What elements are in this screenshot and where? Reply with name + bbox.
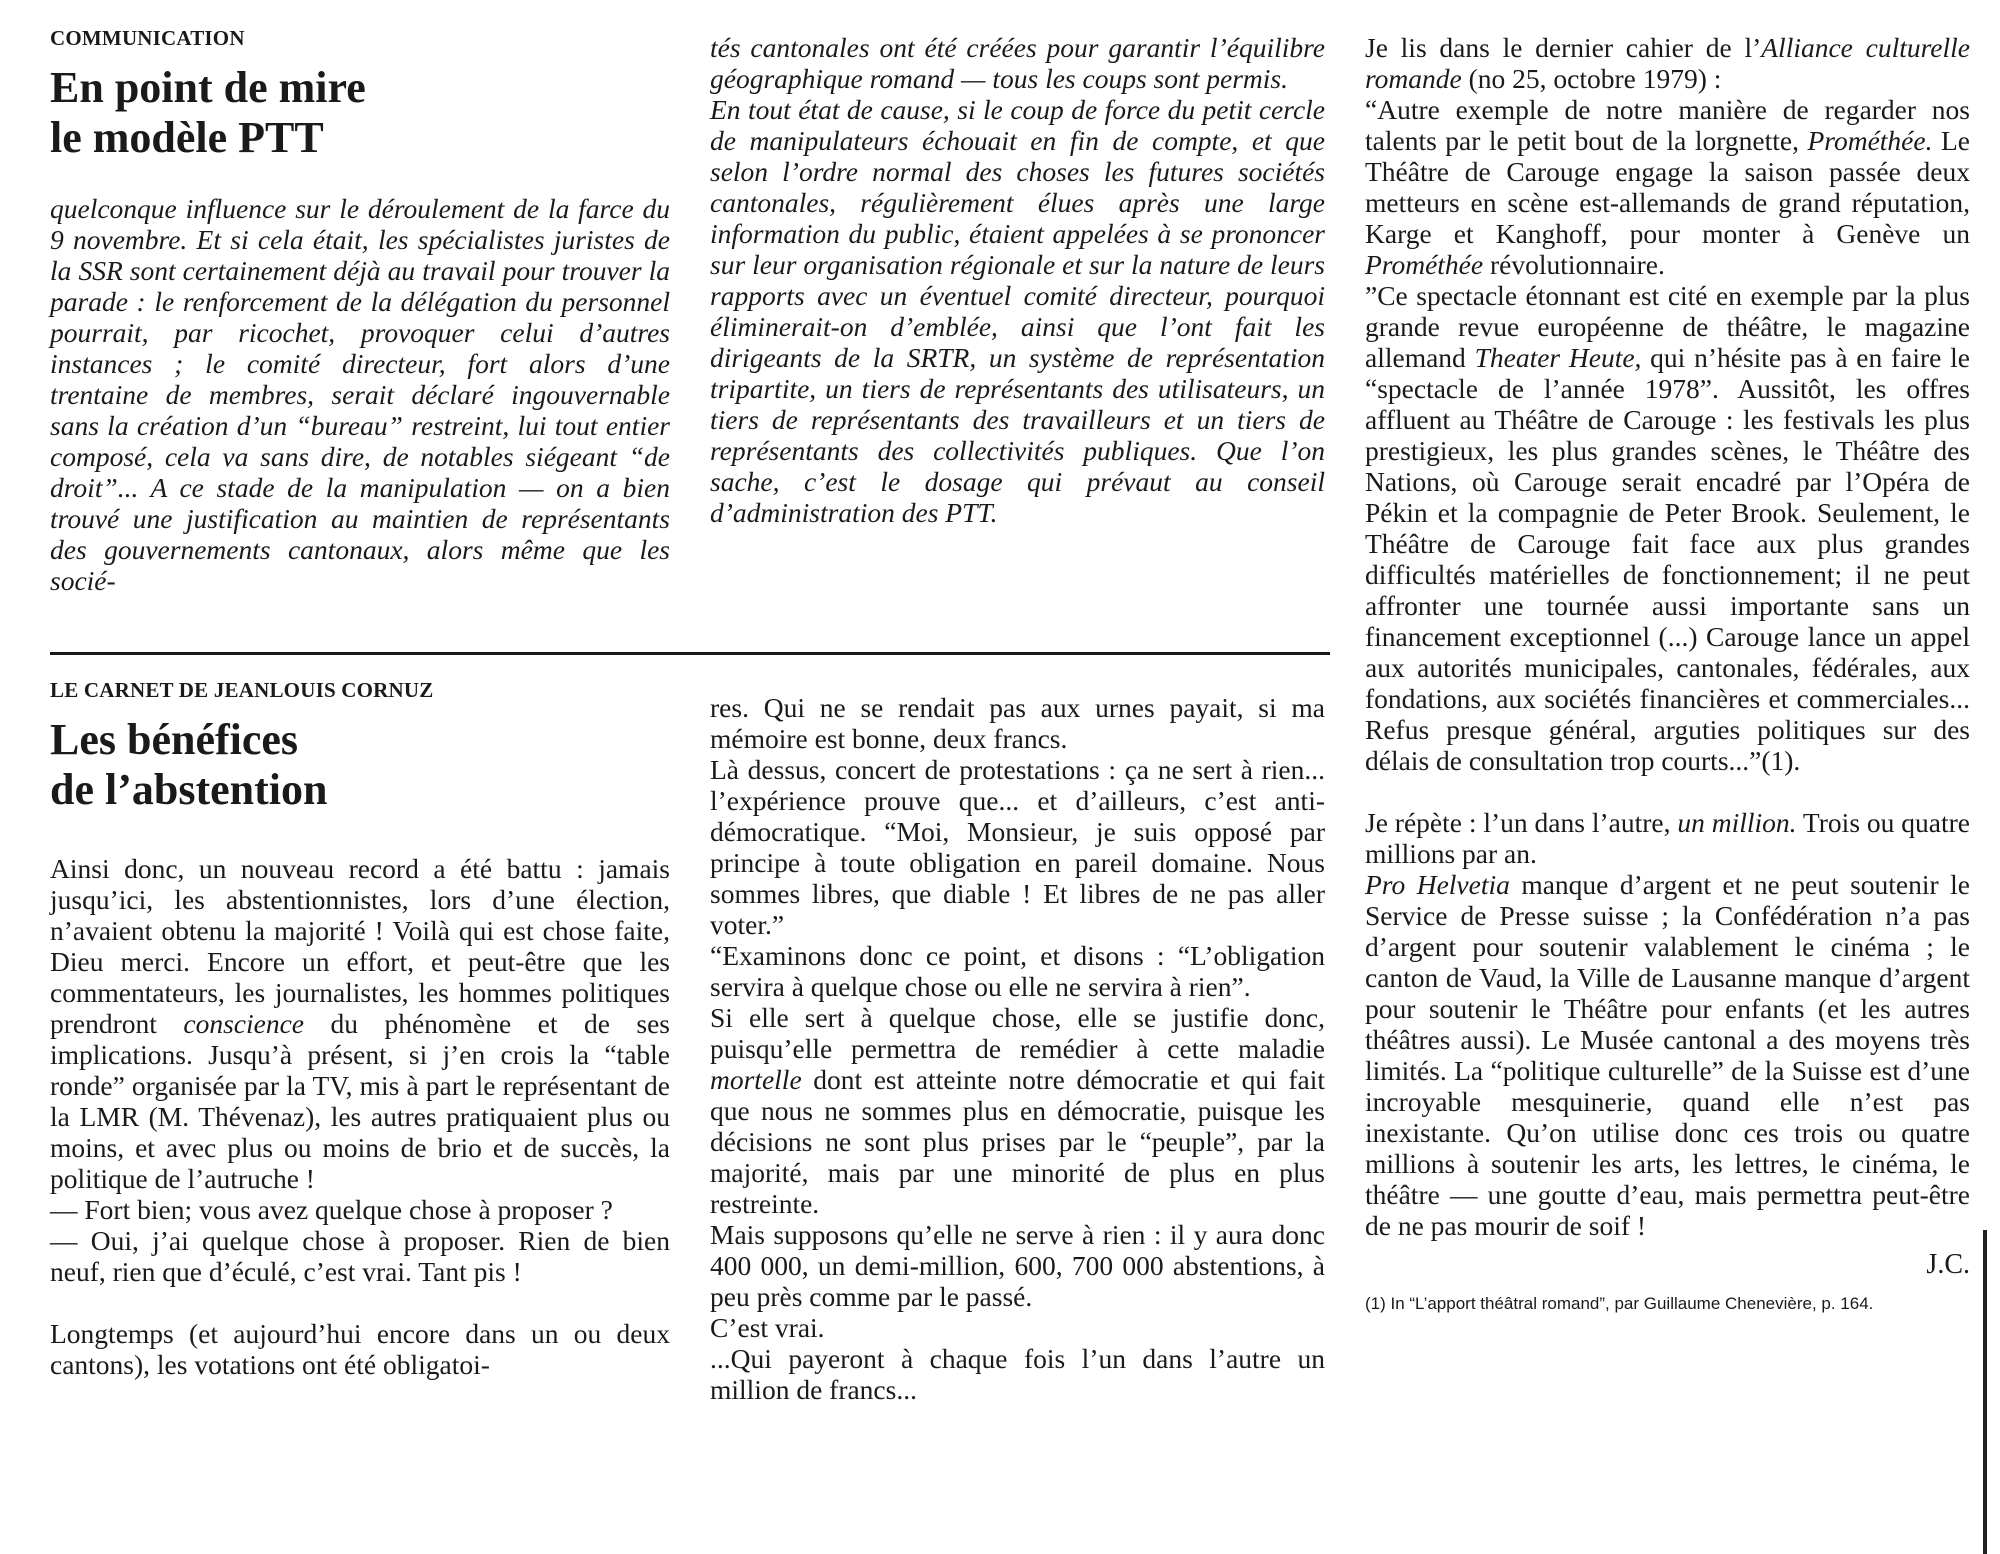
paragraph: “Examinons donc ce point, et disons : “L’obligation servira à quelque chose ou elle ne servira à rien”. [710,940,1325,1002]
paragraph: Je lis dans le dernier cahier de l’Alliance culturelle romande (no 25, octobre 1979) : [1365,32,1970,94]
article-communication [50,26,670,596]
article-column-2 [710,32,1325,528]
paragraph: ...Qui payeront à chaque fois l’un dans l’autre un million de francs... [710,1343,1325,1405]
paragraph: Ainsi donc, un nouveau record a été battu : jamais jusqu’ici, les abstentionnistes, lors d’une élection, n’avaient obtenu la majorité ! Voilà qui est chose faite, Dieu merci. Encore un effort, et peut-être que les commentateurs, les journalistes, les hommes politiques prendront conscience du phénomène et de ses implications. Jusqu’à présent, si j’en crois la “table ronde” organisée par la TV, mis à part le représentant de la LMR (M. Thévenaz), les autres pratiquaient plus ou moins, et avec plus ou moins de brio et de succès, la politique de l’autruche ! [50,853,671,1194]
section-kicker: LE CARNET DE JEANLOUIS CORNUZ [50,678,434,702]
article-headline [50,63,670,163]
paragraph: Si elle sert à quelque chose, elle se justifie donc, puisqu’elle permettra de remédier à cette maladie mortelle dont est atteinte notre démocratie et qui fait que nous ne sommes plus en démocratie, puisque les décisions ne sont plus prises par le “peuple”, par la majorité, mais par une minorité de plus en plus restreinte. [710,1002,1325,1219]
paragraph: res. Qui ne se rendait pas aux urnes payait, si ma mémoire est bonne, deux francs. [710,692,1325,754]
paragraph: En tout état de cause, si le coup de force du petit cercle de manipulateurs échouait en fin de compte, et que selon l’ordre normal des choses les futures sociétés cantonales, régulièrement élues après une large information du public, étaient appelées à se prononcer sur leur organisation régionale et sur la nature de leurs rapports avec un éventuel comité directeur, pourquoi éliminerait-on d’emblée, ainsi que l’ont fait les dirigeants de la SRTR, un système de représentation tripartite, un tiers de représentants des utilisateurs, un tiers de représentants des travailleurs et un tiers de représentants des collectivités publiques. Que l’on sache, c’est le dosage qui prévaut au conseil d’administration des PTT. [710,94,1325,528]
article-column-2 [710,692,1325,1405]
paragraph: Longtemps (et aujourd’hui encore dans un ou deux cantons), les votations ont été obligatoi- [50,1318,670,1380]
paragraph: C’est vrai. [710,1312,825,1343]
paragraph: — Oui, j’ai quelque chose à proposer. Rien de bien neuf, rien que d’éculé, c’est vrai. Tant pis ! [50,1225,670,1287]
paragraph: ”Ce spectacle étonnant est cité en exemple par la plus grande revue européenne de théâtre, le magazine allemand Theater Heute, qui n’hésite pas à en faire le “spectacle de l’année 1978”. Aussitôt, les offres affluent au Théâtre de Carouge : les festivals les plus prestigieux, les plus grandes scènes, le Théâtre des Nations, où Carouge serait encadré par l’Opéra de Pékin et la compagnie de Peter Brook. Seulement, le Théâtre de Carouge fait face aux plus grandes difficultés matérielles de fonctionnement; il ne peut affronter une tournée aussi importante sans un financement exceptionnel (...) Carouge lance un appel aux autorités municipales, cantonales, fédérales, aux fondations, aux sociétés financières et commerciales... Refus presque général, arguties politiques sur des délais de consultation trop courts...”(1). [1365,280,1970,776]
paragraph: “Autre exemple de notre manière de regarder nos talents par le petit bout de la lorgnette, Prométhée. Le Théâtre de Carouge engage la saison passée deux metteurs en scène est-allemands de grand réputation, Karge et Kanghoff, pour monter à Genève un Prométhée révolutionnaire. [1365,94,1970,280]
article-headline [50,715,670,815]
paragraph: Là dessus, concert de protestations : ça ne sert à rien... l’expérience prouve que... et d’ailleurs, c’est anti-démocratique. “Moi, Monsieur, je suis opposé par principe à toute obligation en pareil domaine. Nous sommes libres, que diable ! Et libres de ne pas aller voter.” [710,754,1325,940]
paragraph: Je répète : l’un dans l’autre, un million. Trois ou quatre millions par an. [1365,807,1970,869]
article-carnet [50,678,670,1380]
paragraph: Pro Helvetia manque d’argent et ne peut soutenir le Service de Presse suisse ; la Confédération n’a pas d’argent pour soutenir valablement le cinéma ; le canton de Vaud, la Ville de Lausanne manque d’argent pour soutenir le Théâtre pour enfants (et les autres théâtres aussi). Le Musée cantonal a des moyens très limités. La “politique culturelle” de la Suisse est d’une incroyable mesquinerie, quand elle n’est pas inexistante. Qu’on utilise donc ces trois ou quatre millions à soutenir les arts, les lettres, le cinéma, le théâtre — une goutte d’eau, mais permettra peut-être de ne pas mourir de soif ! [1365,869,1970,1241]
headline-line-2: le modèle PTT [50,113,324,162]
article-column-1 [50,853,670,1380]
paragraph: tés cantonales ont été créées pour garantir l’équilibre géographique romand — tous les coups sont permis. [710,32,1325,94]
page-edge-mark [1983,1230,1987,1554]
article-column-1 [50,193,670,596]
section-kicker: COMMUNICATION [50,26,245,50]
article-column-3 [1365,32,1970,1315]
paragraph: quelconque influence sur le déroulement de la farce du 9 novembre. Et si cela était, les spécialistes juristes de la SSR sont certainement déjà au travail pour trouver la parade : le renforcement de la délégation du personnel pourrait, par ricochet, provoquer celui d’autres instances ; le comité directeur, fort alors d’une trentaine de membres, serait déclaré ingouvernable sans la création d’un “bureau” restreint, lui tout entier composé, cela va sans dire, de notables siégeant “de droit”... A ce stade de la manipulation — on a bien trouvé une justification au maintien de représentants des gouvernements cantonaux, alors même que les socié- [50,193,670,596]
author-signature: J.C. [1926,1249,1970,1280]
headline-line-1: En point de mire [50,63,366,112]
headline-line-1: Les bénéfices [50,715,299,764]
footnote: (1) In “L’apport théâtral romand”, par Guillaume Chenevière, p. 164. [1365,1294,1874,1313]
paragraph: Mais supposons qu’elle ne serve à rien : il y aura donc 400 000, un demi-million, 600, 700 000 abstentions, à peu près comme par le passé. [710,1219,1325,1312]
headline-line-2: de l’abstention [50,765,328,814]
paragraph: — Fort bien; vous avez quelque chose à proposer ? [50,1194,613,1225]
section-divider [50,652,1330,655]
